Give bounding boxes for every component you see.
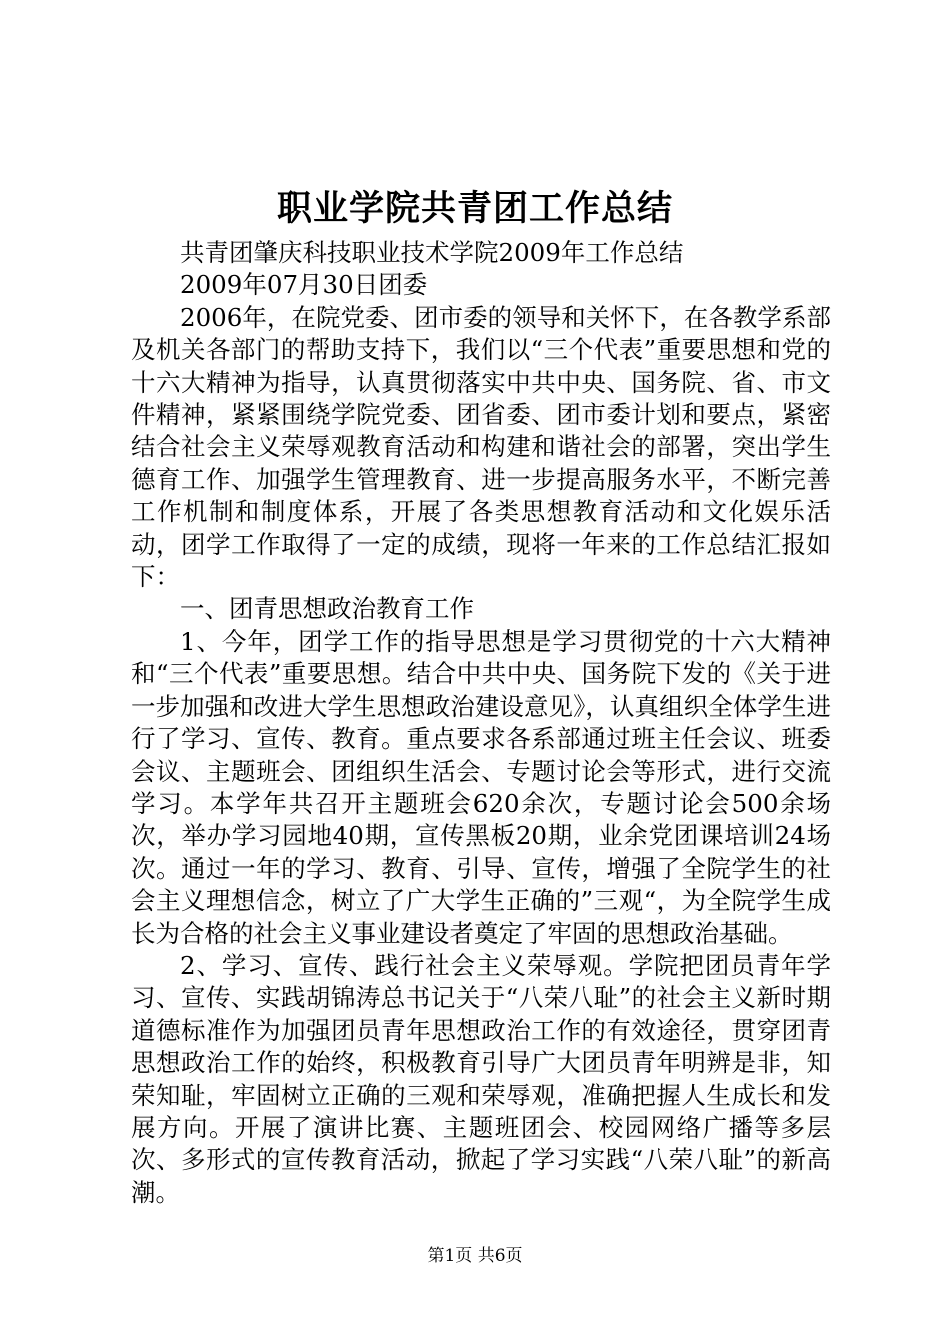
document-body: [131, 237, 831, 1209]
section-heading: 一、团青思想政治教育工作: [180, 594, 474, 624]
intro-paragraph: 2006年，在院党委、团市委的领导和关怀下，在各教学系部及机关各部门的帮助支持下，我们以“三个代表”重要思想和党的十六大精神为指导，认真贯彻落实中共中央、国务院、省、市文件精神，紧紧围绕学院党委、团省委、团市委计划和要点，紧密结合社会主义荣辱观教育活动和构建和谐社会的部署，突出学生德育工作、加强学生管理教育、进一步提高服务水平，不断完善工作机制和制度体系，开展了各类思想教育活动和文化娱乐活动，团学工作取得了一定的成绩，现将一年来的工作总结汇报如下：: [131, 302, 831, 592]
date-line: 2009年07月30日团委: [180, 270, 428, 300]
subtitle-line: 共青团肇庆科技职业技术学院2009年工作总结: [180, 238, 684, 267]
paragraph-item-2: 2、学习、宣传、践行社会主义荣辱观。学院把团员青年学习、宣传、实践胡锦涛总书记关于“八荣八耻”的社会主义新时期道德标准作为加强团员青年思想政治工作的有效途径，贯穿团青思想政治工作的始终，积极教育引导广大团员青年明辨是非，知荣知耻，牢固树立正确的三观和荣辱观，准确把握人生成长和发展方向。开展了演讲比赛、主题班团会、校园网络广播等多层次、多形式的宣传教育活动，掀起了学习实践“八荣八耻”的新高潮。: [131, 950, 831, 1207]
page-footer: 第1页 共6页: [427, 1246, 523, 1266]
paragraph-item-1: 1、今年，团学工作的指导思想是学习贯彻党的十六大精神和“三个代表”重要思想。结合中共中央、国务院下发的《关于进一步加强和改进大学生思想政治建设意见》，认真组织全体学生进行了学习、宣传、教育。重点要求各系部通过班主任会议、班委会议、主题班会、团组织生活会、专题讨论会等形式，进行交流学习。本学年共召开主题班会620余次，专题讨论会500余场次，举办学习园地40期，宣传黑板20期，业余党团课培训24场次。通过一年的学习、教育、引导、宣传，增强了全院学生的社会主义理想信念，树立了广大学生正确的”三观“，为全院学生成长为合格的社会主义事业建设者奠定了牢固的思想政治基础。: [131, 626, 831, 948]
document-title: 职业学院共青团工作总结: [276, 188, 673, 229]
